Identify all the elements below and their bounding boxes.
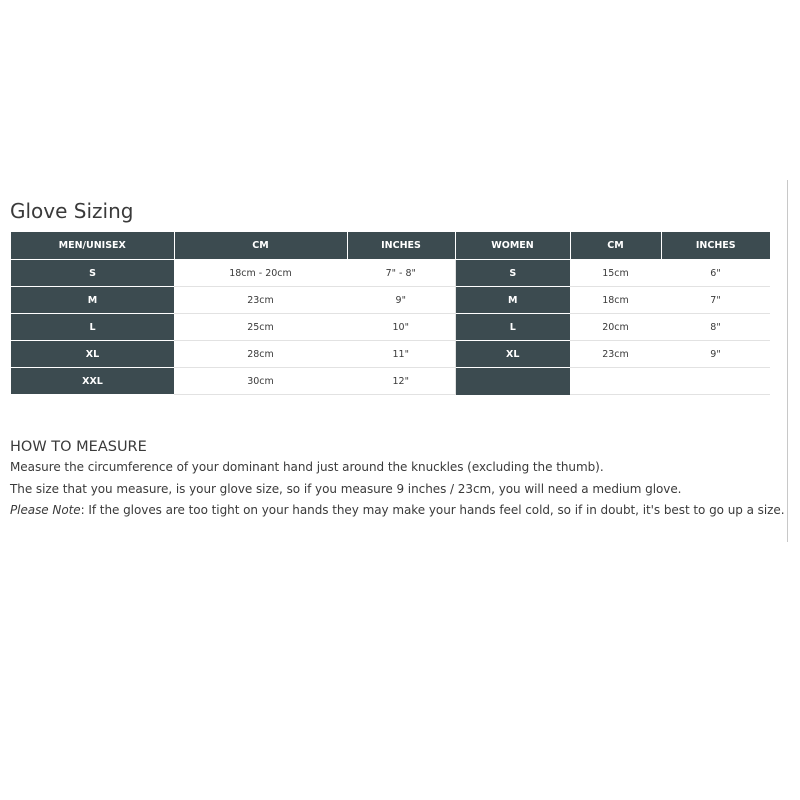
header-men-cm: CM: [174, 232, 347, 260]
women-cm-cell: 15cm: [570, 260, 661, 287]
men-size-cell: S: [11, 260, 174, 287]
women-size-cell: L: [455, 314, 570, 341]
men-cm-cell: 18cm - 20cm: [174, 260, 347, 287]
men-size-cell: XXL: [11, 368, 174, 395]
table-header-row: [11, 232, 770, 260]
page-title: Glove Sizing: [10, 199, 134, 223]
women-inches-cell: 9": [661, 341, 770, 368]
men-size-cell: M: [11, 287, 174, 314]
women-cm-cell: 18cm: [570, 287, 661, 314]
glove-sizing-table: [11, 232, 770, 395]
men-inches-cell: 9": [347, 287, 455, 314]
men-size-cell: XL: [11, 341, 174, 368]
header-women-cm: CM: [570, 232, 661, 260]
table-row: [11, 287, 770, 314]
men-inches-cell: 7" - 8": [347, 260, 455, 287]
table-row: [11, 341, 770, 368]
women-inches-cell: [661, 368, 770, 395]
women-cm-cell: [570, 368, 661, 395]
table-row: [11, 368, 770, 395]
women-cm-cell: 20cm: [570, 314, 661, 341]
women-size-cell: M: [455, 287, 570, 314]
women-inches-cell: 7": [661, 287, 770, 314]
header-men-inches: INCHES: [347, 232, 455, 260]
women-inches-cell: 6": [661, 260, 770, 287]
men-cm-cell: 30cm: [174, 368, 347, 395]
men-inches-cell: 11": [347, 341, 455, 368]
how-to-measure-heading: HOW TO MEASURE: [10, 439, 147, 455]
header-women: WOMEN: [455, 232, 570, 260]
men-cm-cell: 28cm: [174, 341, 347, 368]
measure-instruction: Measure the circumference of your dominant hand just around the knuckles (excluding the thumb).: [10, 460, 604, 474]
please-note-text: : If the gloves are too tight on your hands they may make your hands feel cold, so if in doubt, it's best to go up a size.: [80, 503, 785, 517]
page-divider: [787, 180, 788, 542]
table-row: [11, 260, 770, 287]
men-cm-cell: 25cm: [174, 314, 347, 341]
size-explanation: The size that you measure, is your glove size, so if you measure 9 inches / 23cm, you will need a medium glove.: [10, 482, 682, 496]
women-cm-cell: 23cm: [570, 341, 661, 368]
men-cm-cell: 23cm: [174, 287, 347, 314]
please-note-label: Please Note: [10, 503, 81, 517]
men-size-cell: L: [11, 314, 174, 341]
women-size-cell: XL: [455, 341, 570, 368]
header-men-unisex: MEN/UNISEX: [11, 232, 174, 260]
header-women-inches: INCHES: [661, 232, 770, 260]
women-inches-cell: 8": [661, 314, 770, 341]
women-size-cell: S: [455, 260, 570, 287]
table-row: [11, 314, 770, 341]
men-inches-cell: 12": [347, 368, 455, 395]
women-size-cell: [455, 368, 570, 395]
please-note: [10, 503, 785, 517]
men-inches-cell: 10": [347, 314, 455, 341]
